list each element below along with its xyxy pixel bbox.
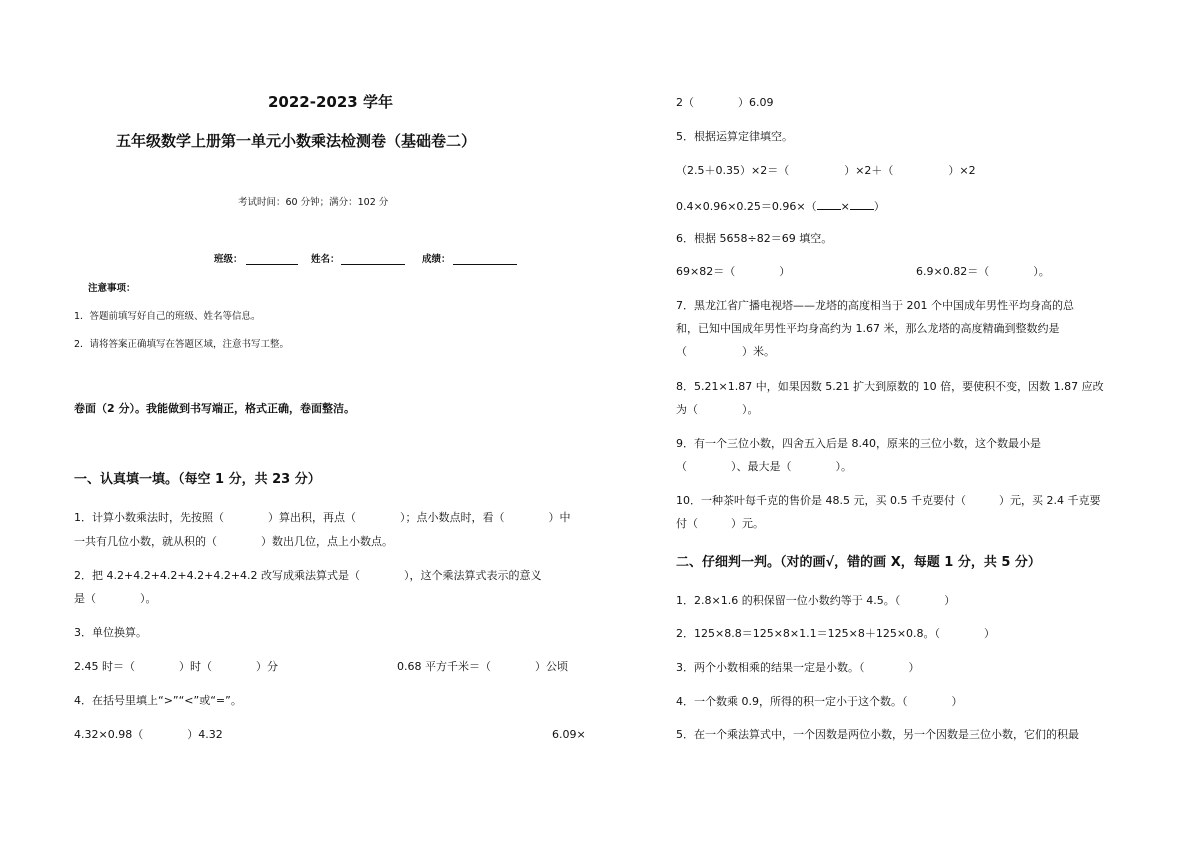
name-blank[interactable] [341,264,405,265]
q3-hours: 2.45 时＝（ ）时（ ）分 [74,660,278,673]
q5-heading: 5．根据运算定律填空。 [676,130,793,143]
section2-heading: 二、仔细判一判。（对的画√，错的画 X，每题 1 分，共 5 分） [676,555,1041,570]
judge-item-5: 5．在一个乘法算式中，一个因数是两位小数，另一个因数是三位小数，它们的积最 [676,728,1079,741]
q6-a: 69×82＝（ ） [676,265,791,278]
q8-line1: 8．5.21×1.87 中，如果因数 5.21 扩大到原数的 10 倍，要使积不变，因数 1.87 应改 [676,380,1104,393]
q2-line2: 是（ ）。 [74,592,157,605]
q7-line2: 和，已知中国成年男性平均身高约为 1.67 米，那么龙塔的高度精确到整数约是 [676,322,1060,335]
q1-line1: 1．计算小数乘法时，先按照（ ）算出积，再点（ ）；点小数点时，看（ ）中 [74,511,571,524]
q5-b-prefix: 0.4×0.96×0.25＝0.96×（ [676,200,817,213]
judge-item-1: 1．2.8×1.6 的积保留一位小数约等于 4.5。（ ） [676,594,956,607]
q9-line2: （ ）、最大是（ ）。 [676,460,852,473]
class-blank[interactable] [246,264,298,265]
note-item: 1．答题前填写好自己的班级、姓名等信息。 [74,311,261,322]
name-label: 姓名： [311,254,340,265]
exam-title: 五年级数学上册第一单元小数乘法检测卷（基础卷二） [116,132,477,150]
q4-heading: 4．在括号里填上“>”“<”或“=”。 [74,694,242,707]
q6-b: 6.9×0.82＝（ ）。 [916,265,1050,278]
q5-b-times: × [840,200,850,213]
q9-line1: 9．有一个三位小数，四舍五入后是 8.40，原来的三位小数，这个数最小是 [676,437,1041,450]
q10-line1: 10．一种茶叶每千克的售价是 48.5 元，买 0.5 千克要付（ ）元，买 2.4 千克要 [676,494,1101,507]
q5-a: （2.5＋0.35）×2＝（ ）×2＋（ ）×2 [676,164,976,177]
judge-item-3: 3．两个小数相乘的结果一定是小数。（ ） [676,661,920,674]
q5-b [676,197,885,214]
class-label: 班级： [214,254,243,265]
q4-b-start: 6.09× [552,728,586,741]
q6-heading: 6．根据 5658÷82＝69 填空。 [676,232,833,245]
judge-item-4: 4．一个数乘 0.9，所得的积一定小于这个数。（ ） [676,695,963,708]
q4-b-end: 2（ ）6.09 [676,96,774,109]
section1-heading: 一、认真填一填。（每空 1 分，共 23 分） [74,472,321,487]
score-blank[interactable] [453,264,517,265]
q4-a: 4.32×0.98（ ）4.32 [74,728,223,741]
q8-line2: 为（ ）。 [676,403,759,416]
score-label: 成绩： [422,254,451,265]
notes-heading: 注意事项： [88,283,136,294]
q7-line3: （ ）米。 [676,345,775,358]
q7-line1: 7．黑龙江省广播电视塔——龙塔的高度相当于 201 个中国成年男性平均身高的总 [676,299,1074,312]
q2-line1: 2．把 4.2+4.2+4.2+4.2+4.2+4.2 改写成乘法算式是（ ），这个乘法算式表示的意义 [74,569,542,582]
q1-line2: 一共有几位小数，就从积的（ ）数出几位，点上小数点。 [74,535,393,548]
q10-line2: 付（ ）元。 [676,517,764,530]
note-item: 2．请将答案正确填写在答题区域，注意书写工整。 [74,339,290,350]
q5-b-blank1[interactable] [817,197,841,210]
neatness-line: 卷面（2 分）。我能做到书写端正，格式正确，卷面整洁。 [74,402,355,415]
q5-b-blank2[interactable] [850,197,874,210]
exam-info: 考试时间：60 分钟；满分：102 分 [238,197,389,208]
q3-area: 0.68 平方千米＝（ ）公顷 [397,660,568,673]
judge-item-2: 2．125×8.8＝125×8×1.1＝125×8＋125×0.8。（ ） [676,627,996,640]
q3-heading: 3．单位换算。 [74,626,147,639]
exam-year: 2022-2023 学年 [268,93,393,111]
q5-b-close: ） [873,200,885,213]
